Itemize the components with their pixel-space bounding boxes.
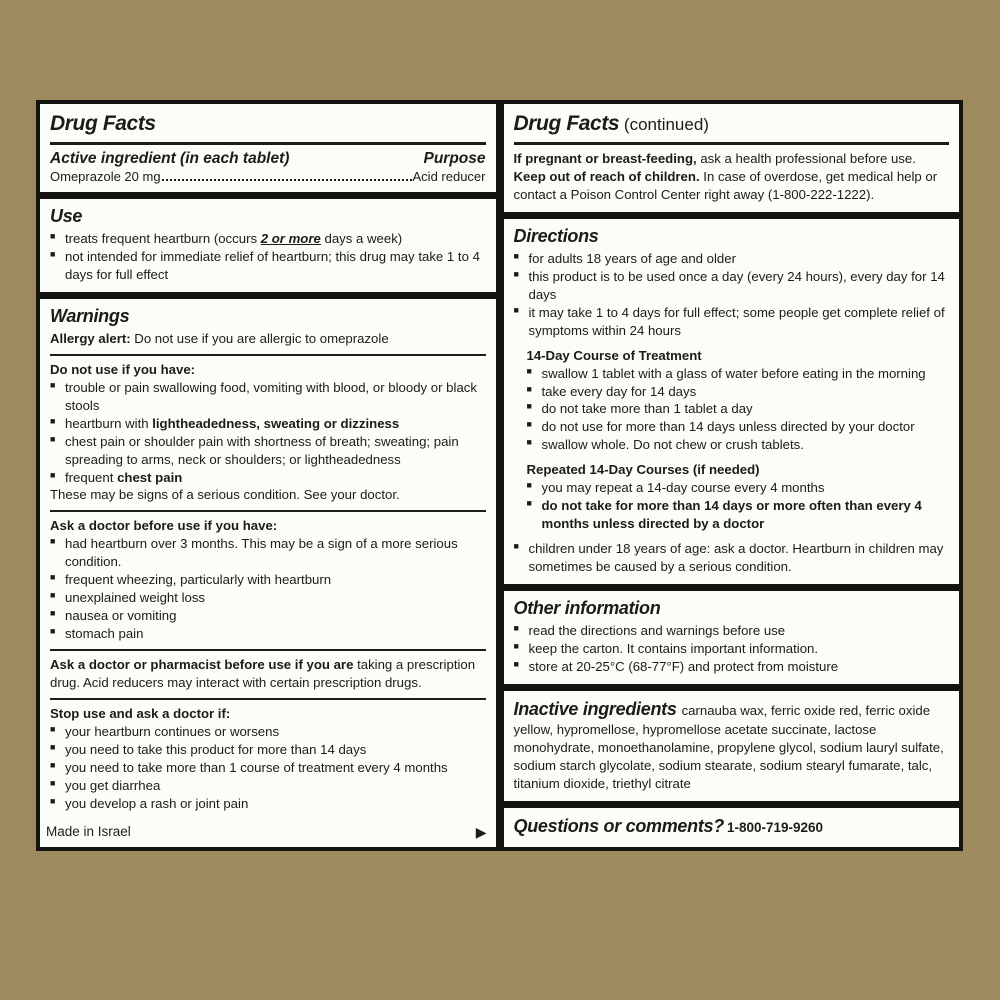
bullet-text: had heartburn over 3 months. This may be a sign of a more serious condition. [65, 536, 458, 570]
bullet-text: nausea or vomiting [65, 608, 177, 624]
bullet-item [514, 622, 950, 640]
purpose-header: Purpose [423, 150, 486, 167]
bullet-square-icon: ■ [50, 795, 56, 806]
bullet-text [65, 230, 486, 248]
text-segment: Keep out of reach of children. [513, 168, 700, 184]
drug-facts-panel [36, 100, 963, 851]
title-divider [514, 142, 950, 145]
section-heading: Use [50, 206, 83, 226]
section-heading: Warnings [50, 305, 130, 326]
bullet-text: swallow 1 tablet with a glass of water before eating in the morning [541, 365, 926, 381]
bullet-square-icon: ■ [50, 759, 56, 770]
bullet-item [50, 230, 486, 248]
bullet-square-icon: ■ [50, 777, 56, 788]
bullet-square-icon: ■ [50, 248, 56, 259]
section-divider [50, 510, 486, 512]
text-segment: taking a prescription drug. Acid reducers may interact with certain prescription drugs. [50, 657, 476, 691]
text-segment: frequent [65, 469, 118, 485]
bullet-item [527, 383, 950, 401]
panel-title-suffix: (continued) [619, 115, 709, 134]
bullet-text: it may take 1 to 4 days for full effect; some people get complete relief of symptoms within 24 hours [528, 304, 945, 338]
bullet-square-icon: ■ [50, 608, 56, 619]
bullet-item [527, 418, 950, 436]
paragraph [514, 168, 950, 204]
panel-title [514, 110, 950, 140]
sub-heading: Do not use if you have: [50, 361, 196, 377]
text-segment: Ask a doctor or pharmacist before use if you are [50, 657, 354, 673]
active-ingredient-row [50, 169, 486, 184]
text-segment: heartburn with [65, 415, 153, 431]
section-heading: Directions [513, 225, 599, 246]
bullet-item [514, 658, 950, 676]
warnings [40, 299, 496, 847]
bullet-item [514, 268, 950, 304]
bullet-item [50, 625, 486, 643]
text-segment: do not take for more than 14 days or more often than every 4 months unless directed by a doctor [541, 498, 922, 532]
phone-number: 1-800-719-9260 [726, 820, 824, 836]
text-segment: In case of overdose, get medical help or contact a Poison Control Center right away (1-800-222-1222). [513, 168, 938, 202]
bullet-text: you need to take this product for more than 14 days [65, 741, 367, 757]
bullet-text: this product is to be used once a day (every 24 hours), every day for 14 days [528, 268, 945, 302]
bullet-square-icon: ■ [50, 590, 56, 601]
bullet-text: trouble or pain swallowing food, vomiting with blood, or bloody or black stools [65, 379, 477, 413]
bullet-item [527, 436, 950, 454]
bullet-square-icon: ■ [513, 304, 519, 315]
drug-facts-continued [504, 104, 960, 212]
drug-facts-header [40, 104, 496, 192]
bullet-text [542, 497, 950, 533]
sub-heading: Stop use and ask a doctor if: [50, 706, 231, 722]
dotted-leader [162, 179, 412, 181]
bullet-item [50, 777, 486, 795]
bullet-item [50, 795, 486, 813]
title-divider [50, 142, 486, 145]
bullet-text: you get diarrhea [65, 777, 161, 793]
bullet-square-icon: ■ [50, 379, 56, 390]
inactive-ingredients-block [514, 697, 950, 793]
bullet-item [514, 304, 950, 340]
bullet-text: swallow whole. Do not chew or crush tablets. [541, 437, 804, 453]
subgroup [527, 461, 950, 533]
bullet-square-icon: ■ [50, 723, 56, 734]
bullet-square-icon: ■ [526, 498, 532, 509]
bullet-item [514, 540, 950, 576]
use [40, 199, 496, 292]
bullet-item [50, 535, 486, 571]
continuation-arrow-icon: ▶ [475, 824, 487, 841]
bullet-text: read the directions and warnings before use [528, 623, 786, 639]
bullet-item [50, 469, 486, 487]
bullet-text: not intended for immediate relief of heartburn; this drug may take 1 to 4 days for full effect [65, 248, 480, 282]
directions [504, 219, 960, 584]
bullet-text: stomach pain [65, 626, 144, 642]
bullet-item [50, 248, 486, 284]
questions-heading: Questions or comments? [513, 816, 724, 837]
bullet-square-icon: ■ [526, 401, 532, 412]
bullet-square-icon: ■ [513, 641, 519, 652]
made-in-text: Made in Israel [46, 824, 131, 839]
questions-row [514, 814, 950, 839]
bullet-text: children under 18 years of age: ask a doctor. Heartburn in children may sometimes be caused by a serious condition. [528, 541, 944, 575]
subgroup [527, 347, 950, 455]
bullet-square-icon: ■ [50, 469, 56, 480]
paragraph [50, 656, 486, 692]
inactive-ingredients [504, 691, 960, 801]
section-divider [50, 698, 486, 700]
section-heading: Other information [513, 598, 661, 619]
bullet-square-icon: ■ [50, 433, 56, 444]
bullet-text: keep the carton. It contains important information. [528, 641, 819, 657]
text-segment: days a week) [320, 231, 403, 246]
bullet-text [65, 469, 486, 487]
bullet-square-icon: ■ [50, 572, 56, 583]
bullet-item [50, 589, 486, 607]
other-information [504, 591, 960, 684]
inactive-ingredients-heading: Inactive ingredients [513, 698, 677, 719]
bullet-square-icon: ■ [50, 415, 56, 426]
purpose-value: Acid reducer [412, 169, 486, 184]
bullet-square-icon: ■ [513, 268, 519, 279]
bullet-text [65, 415, 486, 433]
bullet-text: do not use for more than 14 days unless directed by your doctor [541, 419, 915, 435]
bullet-text: take every day for 14 days [541, 383, 697, 399]
panel-title-text: Drug Facts [513, 112, 620, 135]
bullet-item [50, 607, 486, 625]
bullet-item [514, 250, 950, 268]
bullet-text: you may repeat a 14-day course every 4 months [541, 480, 825, 496]
bullet-square-icon: ■ [526, 365, 532, 376]
text-segment: If pregnant or breast-feeding, [513, 151, 697, 166]
panel-title [50, 110, 486, 140]
bullet-square-icon: ■ [526, 383, 532, 394]
panel-title-text: Drug Facts [50, 112, 156, 135]
bullet-square-icon: ■ [526, 437, 532, 448]
text-segment: Allergy alert: [50, 330, 131, 346]
active-ingredient-header: Active ingredient (in each tablet) [50, 150, 290, 167]
bullet-square-icon: ■ [50, 536, 56, 547]
inactive-ingredients-list: carnauba wax, ferric oxide red, ferric oxide yellow, hypromellose, hypromellose acetate succinate, lactose monohydrate, monoethanolamine, propylene glycol, sodium lauryl sulfate, sodium starch glycolate, sodium stearate, sodium stearyl fumarate, talc, titanium dioxide, triethyl citrate [513, 702, 944, 792]
bullet-text: unexplained weight loss [65, 590, 206, 606]
bullet-item [50, 741, 486, 759]
left-panel [40, 104, 496, 847]
bullet-item [50, 415, 486, 433]
bullet-square-icon: ■ [50, 626, 56, 637]
bullet-item [527, 497, 950, 533]
section-divider [50, 649, 486, 651]
bullet-item [50, 571, 486, 589]
bullet-text: for adults 18 years of age and older [528, 250, 736, 266]
sub-heading: Ask a doctor before use if you have: [50, 518, 278, 534]
bullet-square-icon: ■ [513, 658, 519, 669]
sub-heading: Repeated 14-Day Courses (if needed) [526, 462, 760, 478]
text-segment: chest pain [117, 469, 183, 485]
bullet-item [527, 365, 950, 383]
text-segment: 2 or more [260, 231, 321, 246]
bullet-item [50, 759, 486, 777]
paragraph [514, 150, 950, 168]
text-segment: ask a health professional before use. [696, 151, 916, 166]
bullet-square-icon: ■ [513, 250, 519, 261]
bullet-item [527, 400, 950, 418]
bullet-text: you need to take more than 1 course of treatment every 4 months [65, 759, 448, 775]
ingredient-name: Omeprazole 20 mg [50, 169, 161, 184]
text-segment: Do not use if you are allergic to omeprazole [130, 330, 389, 346]
bullet-square-icon: ■ [50, 231, 56, 241]
bullet-square-icon: ■ [526, 480, 532, 491]
column-header-row [50, 150, 486, 168]
text-segment: lightheadedness, sweating or dizziness [152, 415, 400, 431]
bullet-item [514, 640, 950, 658]
right-panel [504, 104, 960, 847]
questions-or-comments [504, 808, 960, 847]
bullet-square-icon: ■ [526, 419, 532, 430]
bullet-text: do not take more than 1 tablet a day [541, 401, 753, 417]
bullet-square-icon: ■ [513, 623, 519, 634]
bullet-square-icon: ■ [50, 741, 56, 752]
bullet-text: chest pain or shoulder pain with shortness of breath; sweating; pain spreading to arms, neck or shoulders; or lightheadedness [65, 433, 459, 467]
bullet-item [50, 723, 486, 741]
section-divider [50, 354, 486, 356]
bullet-item [50, 379, 486, 415]
bullet-text: your heartburn continues or worsens [65, 723, 280, 739]
text-segment: treats frequent heartburn (occurs [65, 231, 261, 246]
bullet-item [50, 433, 486, 469]
paragraph: These may be signs of a serious condition. See your doctor. [50, 487, 400, 503]
bullet-text: store at 20-25°C (68-77°F) and protect from moisture [528, 658, 839, 674]
sub-heading: 14-Day Course of Treatment [526, 347, 702, 363]
bullet-text: frequent wheezing, particularly with heartburn [65, 572, 332, 588]
paragraph [50, 330, 486, 348]
bullet-square-icon: ■ [513, 541, 519, 552]
bullet-text: you develop a rash or joint pain [65, 795, 249, 811]
bullet-item [527, 479, 950, 497]
